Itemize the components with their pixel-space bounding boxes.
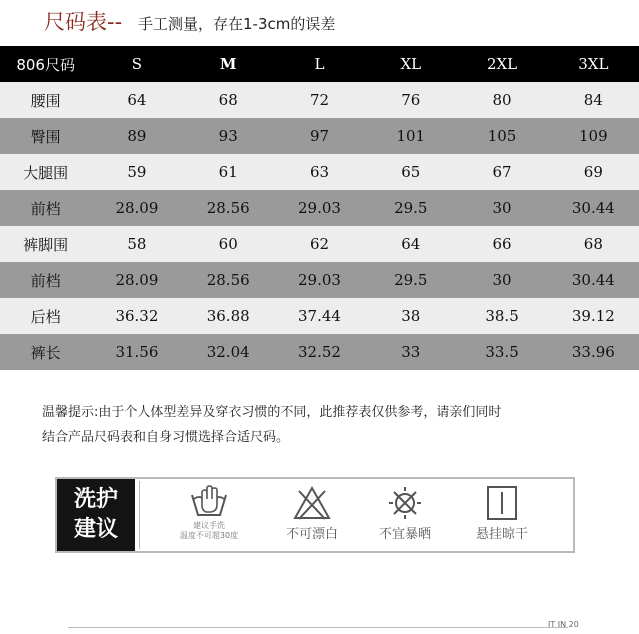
table-cell: 58 [91, 226, 182, 262]
table-body [0, 82, 639, 370]
care-item-hang-dry [452, 485, 552, 551]
table-cell: 66 [456, 226, 547, 262]
table-cell: 69 [548, 154, 639, 190]
page-title: 尺码表-- [44, 10, 123, 34]
no-sun-text: 不宜暴晒 [378, 527, 431, 542]
table-cell: 29.5 [365, 262, 456, 298]
table-row [0, 154, 639, 190]
table-row [0, 298, 639, 334]
footer-divider [68, 627, 568, 628]
row-label: 裤长 [0, 334, 91, 370]
hang-dry-text: 悬挂晾干 [475, 527, 528, 542]
column-header-s: S [91, 46, 182, 82]
table-cell: 28.09 [91, 262, 182, 298]
care-item-no-bleach [262, 485, 362, 551]
table-cell: 60 [183, 226, 274, 262]
hand-wash-temp-text: 温度不可超30度 [179, 531, 239, 540]
table-cell: 32.04 [183, 334, 274, 370]
table-cell: 30.44 [548, 262, 639, 298]
table-cell: 76 [365, 82, 456, 118]
table-cell: 28.56 [183, 262, 274, 298]
hang-dry-icon [481, 485, 523, 521]
table-row [0, 118, 639, 154]
table-cell: 29.03 [274, 262, 365, 298]
table-row [0, 226, 639, 262]
table-row [0, 334, 639, 370]
table-cell: 33 [365, 334, 456, 370]
table-cell: 39.12 [548, 298, 639, 334]
no-bleach-icon [291, 485, 333, 521]
table-cell: 61 [183, 154, 274, 190]
table-cell: 59 [91, 154, 182, 190]
table-cell: 109 [548, 118, 639, 154]
column-header-size-code: 806尺码 [0, 46, 91, 82]
hand-wash-text: 建议手洗 [193, 521, 225, 530]
table-cell: 68 [183, 82, 274, 118]
table-cell: 29.5 [365, 190, 456, 226]
row-label: 臀围 [0, 118, 91, 154]
care-label-line-2: 建议 [73, 517, 118, 542]
table-cell: 29.03 [274, 190, 365, 226]
row-label: 后档 [0, 298, 91, 334]
column-header-xl: XL [365, 46, 456, 82]
column-header-2xl: 2XL [456, 46, 547, 82]
table-cell: 84 [548, 82, 639, 118]
table-cell: 33.96 [548, 334, 639, 370]
table-cell: 30.44 [548, 190, 639, 226]
care-item-no-sun [355, 485, 455, 551]
table-row [0, 190, 639, 226]
table-cell: 64 [91, 82, 182, 118]
row-label: 前档 [0, 190, 91, 226]
row-label: 裤脚围 [0, 226, 91, 262]
table-cell: 97 [274, 118, 365, 154]
no-sun-icon [384, 485, 426, 521]
table-cell: 68 [548, 226, 639, 262]
table-row [0, 82, 639, 118]
table-cell: 36.32 [91, 298, 182, 334]
table-cell: 64 [365, 226, 456, 262]
care-instructions [55, 477, 575, 553]
fit-tip [42, 400, 602, 450]
care-label-line-1: 洗护 [73, 487, 118, 512]
table-cell: 37.44 [274, 298, 365, 334]
no-bleach-text: 不可漂白 [285, 527, 338, 542]
column-header-l: L [274, 46, 365, 82]
row-label: 腰围 [0, 82, 91, 118]
table-cell: 36.88 [183, 298, 274, 334]
table-cell: 30 [456, 190, 547, 226]
measurement-note: 手工测量，存在1-3cm的误差 [138, 15, 336, 33]
table-cell: 93 [183, 118, 274, 154]
hand-wash-icon [188, 485, 230, 521]
fit-tip-line-1: 温馨提示:由于个人体型差异及穿衣习惯的不同，此推荐表仅供参考，请亲们同时 [42, 405, 502, 420]
table-cell: 101 [365, 118, 456, 154]
column-header-3xl: 3XL [548, 46, 639, 82]
table-cell: 38.5 [456, 298, 547, 334]
table-cell: 65 [365, 154, 456, 190]
row-label: 前档 [0, 262, 91, 298]
row-label: 大腿围 [0, 154, 91, 190]
table-row [0, 262, 639, 298]
care-label [57, 479, 135, 551]
table-cell: 33.5 [456, 334, 547, 370]
table-cell: 67 [456, 154, 547, 190]
size-table [0, 46, 639, 370]
table-cell: 32.52 [274, 334, 365, 370]
table-cell: 80 [456, 82, 547, 118]
table-cell: 105 [456, 118, 547, 154]
table-cell: 72 [274, 82, 365, 118]
table-cell: 28.09 [91, 190, 182, 226]
table-cell: 38 [365, 298, 456, 334]
table-cell: 30 [456, 262, 547, 298]
table-cell: 63 [274, 154, 365, 190]
table-cell: 28.56 [183, 190, 274, 226]
fit-tip-line-2: 结合产品尺码表和自身习惯选择合适尺码。 [42, 430, 290, 445]
column-header-m: M [183, 46, 274, 82]
table-cell: 31.56 [91, 334, 182, 370]
footer-brand: IT IN 20 [548, 620, 579, 629]
table-cell: 62 [274, 226, 365, 262]
care-item-hand-wash [159, 485, 259, 551]
page-header [0, 0, 639, 44]
care-divider [139, 481, 140, 549]
table-cell: 89 [91, 118, 182, 154]
table-header-row [0, 46, 639, 82]
